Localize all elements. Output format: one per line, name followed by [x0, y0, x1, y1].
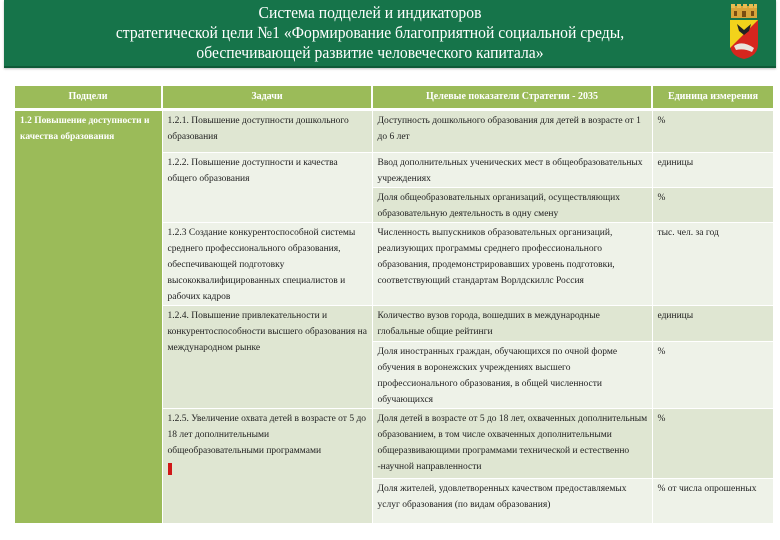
unit-cell: %: [652, 409, 773, 479]
subgoal-cell: 1.2 Повышение доступности и качества образования: [15, 110, 162, 524]
column-header-tasks: Задачи: [162, 86, 372, 110]
task-cell: 1.2.1. Повышение доступности дошкольного образования: [162, 110, 372, 153]
indicator-cell: Доля детей в возрасте от 5 до 18 лет, охваченных дополнительным образованием, в том числе охваченных дополнительными общеразвивающими программами технической и естественно -научной направленности: [372, 409, 652, 479]
unit-cell: тыс. чел. за год: [652, 223, 773, 306]
indicator-cell: Ввод дополнительных ученических мест в общеобразовательных учреждениях: [372, 153, 652, 188]
text-cursor-mark: [168, 463, 172, 475]
unit-cell: %: [652, 342, 773, 409]
task-cell: [162, 409, 372, 524]
unit-cell: %: [652, 110, 773, 153]
indicator-cell: Доля иностранных граждан, обучающихся по очной форме обучения в воронежских учреждениях высшего профессионального образования, в общей численности обучающихся: [372, 342, 652, 409]
task-cell: 1.2.3 Создание конкурентоспособной системы среднего профессионального образования, обеспечивающей подготовку высококвалифицированных специалистов и рабочих кадров: [162, 223, 372, 306]
column-header-unit: Единица измерения: [652, 86, 773, 110]
coat-of-arms-icon: [726, 4, 762, 60]
column-header-subgoals: Подцели: [15, 86, 162, 110]
indicator-cell: Доля жителей, удовлетворенных качеством предоставляемых услуг образования (по видам образования): [372, 479, 652, 524]
column-header-indicators: Целевые показатели Стратегии - 2035: [372, 86, 652, 110]
title-banner: [4, 0, 776, 68]
indicator-cell: Количество вузов города, вошедших в международные глобальные общие рейтинги: [372, 306, 652, 342]
title-line-1: Система подцелей и индикаторов: [258, 3, 482, 22]
task-cell: 1.2.4. Повышение привлекательности и конкурентоспособности высшего образования на международном рынке: [162, 306, 372, 409]
unit-cell: единицы: [652, 153, 773, 188]
subgoals-table: [15, 86, 774, 524]
task-label: 1.2.5. Увеличение охвата детей в возрасте от 5 до 18 лет дополнительными общеобразовательными программами: [167, 414, 367, 456]
unit-cell: % от числа опрошенных: [652, 479, 773, 524]
slide-title: [52, 3, 689, 63]
table-row: [15, 110, 773, 153]
indicator-cell: Доля общеобразовательных организаций, осуществляющих образовательную деятельность в одну смену: [372, 188, 652, 223]
title-line-2: стратегической цели №1 «Формирование благоприятной социальной среды,: [115, 23, 625, 42]
unit-cell: %: [652, 188, 773, 223]
indicator-cell: Доступность дошкольного образования для детей в возрасте от 1 до 6 лет: [372, 110, 652, 153]
table-header-row: [15, 86, 773, 110]
task-cell: 1.2.2. Повышение доступности и качества общего образования: [162, 153, 372, 223]
indicator-cell: Численность выпускников образовательных организаций, реализующих программы среднего профессионального образования, продемонстрировавших уровень подготовки, соответствующий стандартам Ворлдскиллс Россия: [372, 223, 652, 306]
title-line-3: обеспечивающей развитие человеческого капитала»: [196, 43, 544, 62]
unit-cell: единицы: [652, 306, 773, 342]
